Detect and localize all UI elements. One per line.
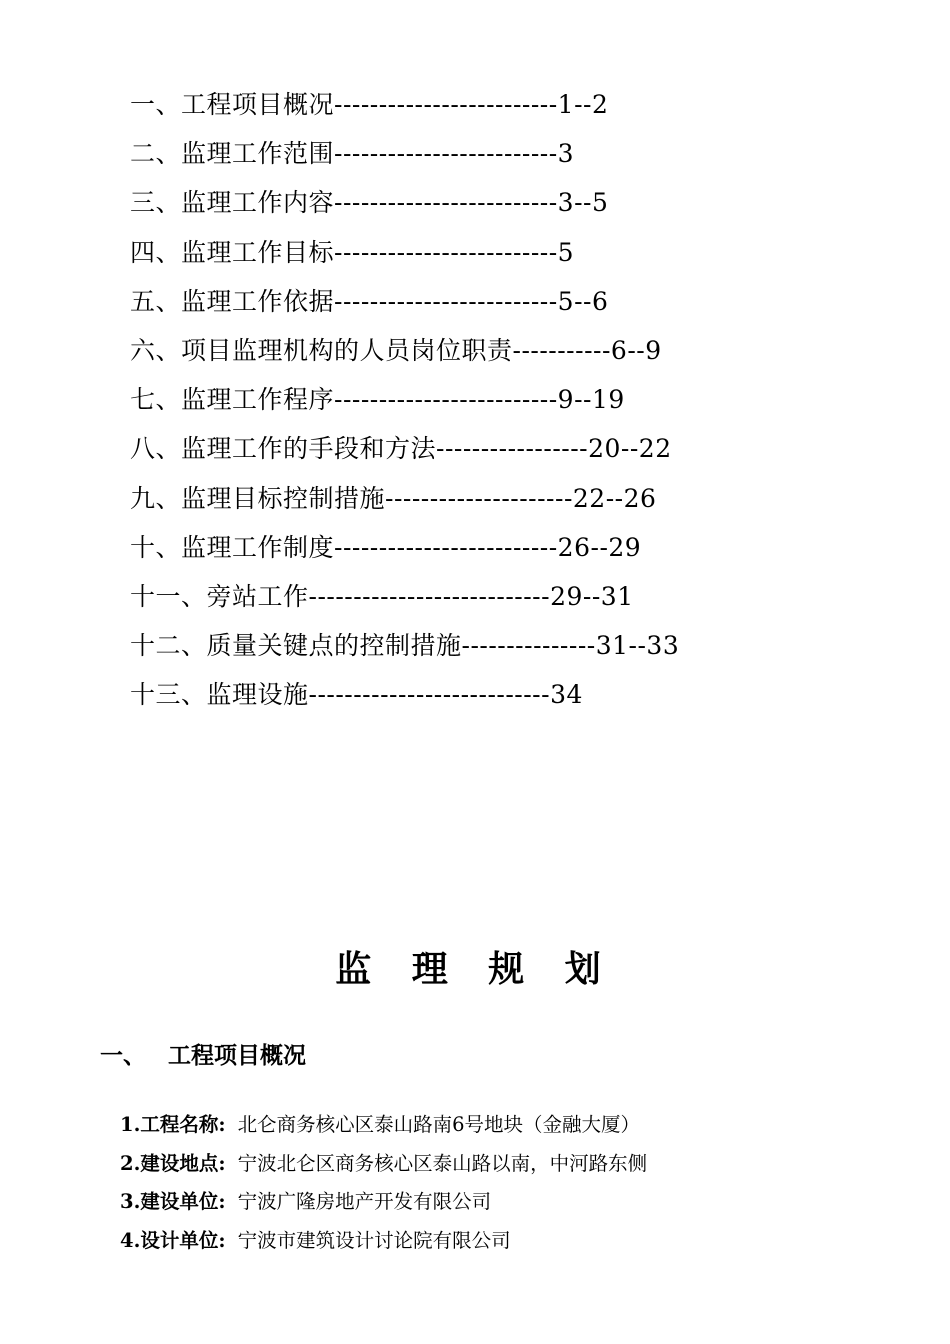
- info-label: 4.设计单位:: [120, 1228, 226, 1252]
- toc-entry: 十一、旁站工作---------------------------29--31: [130, 581, 634, 611]
- toc-entry: 九、监理目标控制措施---------------------22--26: [130, 483, 657, 513]
- info-value: 宁波北仑区商务核心区泰山路以南，中河路东侧: [237, 1151, 648, 1175]
- toc-entry: 五、监理工作依据-------------------------5--6: [130, 286, 609, 316]
- info-item: [120, 1222, 647, 1261]
- document-title: 监 理 规 划: [335, 949, 615, 990]
- project-info-list: [120, 1106, 647, 1260]
- info-item: [120, 1183, 647, 1222]
- toc-entry: 七、监理工作程序-------------------------9--19: [130, 385, 625, 415]
- info-value: 宁波市建筑设计讨论院有限公司: [237, 1228, 511, 1252]
- table-of-contents: [130, 80, 830, 719]
- toc-entry: 三、监理工作内容-------------------------3--5: [130, 188, 609, 218]
- info-item: [120, 1145, 647, 1184]
- info-item: [120, 1106, 647, 1145]
- info-label: 2.建设地点:: [120, 1151, 226, 1175]
- toc-entry: 十二、质量关键点的控制措施---------------31--33: [130, 631, 680, 661]
- toc-entry: 八、监理工作的手段和方法-----------------20--22: [130, 434, 672, 464]
- toc-entry: 四、监理工作目标-------------------------5: [130, 237, 575, 267]
- section-title: 工程项目概况: [168, 1043, 306, 1069]
- toc-entry: 二、监理工作范围-------------------------3: [130, 139, 575, 169]
- toc-entry: 十三、监理设施---------------------------34: [130, 680, 583, 710]
- info-value: 北仑商务核心区泰山路南6号地块（金融大厦）: [237, 1113, 640, 1136]
- info-value: 宁波广隆房地产开发有限公司: [237, 1190, 492, 1213]
- section-heading: [100, 1036, 306, 1076]
- toc-entry: 一、工程项目概况-------------------------1--2: [130, 90, 609, 119]
- info-label: 1.工程名称:: [120, 1113, 226, 1136]
- toc-entry: 十、监理工作制度-------------------------26--29: [130, 532, 642, 562]
- info-label: 3.建设单位:: [120, 1190, 226, 1213]
- section-number: 一、: [100, 1043, 146, 1069]
- toc-entry: 六、项目监理机构的人员岗位职责-----------6--9: [130, 335, 662, 365]
